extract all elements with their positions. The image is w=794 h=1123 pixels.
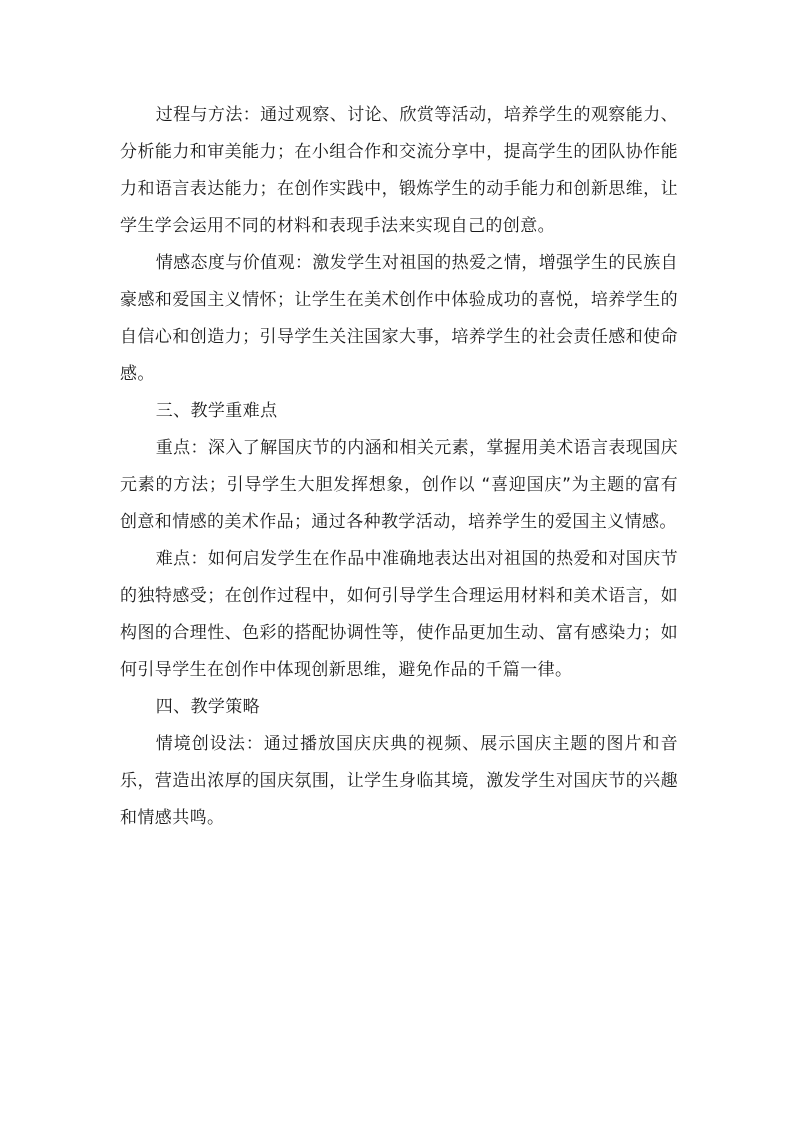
section-heading-key-difficult-points: 三、教学重难点 xyxy=(155,401,278,421)
section-heading-teaching-strategy: 四、教学策略 xyxy=(155,697,261,717)
paragraph-process-method: 过程与方法：通过观察、讨论、欣赏等活动，培养学生的观察能力、分析能力和审美能力；在小组合作和交流分享中，提高学生的团队协作能力和语言表达能力；在创作实践中，锻炼学生的动手能力和创新思维，让学生学会运用不同的材料和表现手法来实现自己的创意。 xyxy=(120,105,678,236)
paragraph-emotion-values: 情感态度与价值观：激发学生对祖国的热爱之情，增强学生的民族自豪感和爱国主义情怀；让学生在美术创作中体验成功的喜悦，培养学生的自信心和创造力；引导学生关注国家大事，培养学生的社会责任感和使命感。 xyxy=(120,253,678,384)
document-body xyxy=(120,97,678,837)
paragraph-difficult-points: 难点：如何启发学生在作品中准确地表达出对祖国的热爱和对国庆节的独特感受；在创作过程中，如何引导学生合理运用材料和美术语言，如构图的合理性、色彩的搭配协调性等，使作品更加生动、富有感染力；如何引导学生在创作中体现创新思维，避免作品的千篇一律。 xyxy=(120,549,678,680)
paragraph-key-points: 重点：深入了解国庆节的内涵和相关元素，掌握用美术语言表现国庆元素的方法；引导学生大胆发挥想象，创作以 “喜迎国庆”为主题的富有创意和情感的美术作品；通过各种教学活动，培养学生的爱国主义情感。 xyxy=(120,438,678,532)
paragraph-situation-method: 情境创设法：通过播放国庆庆典的视频、展示国庆主题的图片和音乐，营造出浓厚的国庆氛围，让学生身临其境，激发学生对国庆节的兴趣和情感共鸣。 xyxy=(120,734,678,828)
